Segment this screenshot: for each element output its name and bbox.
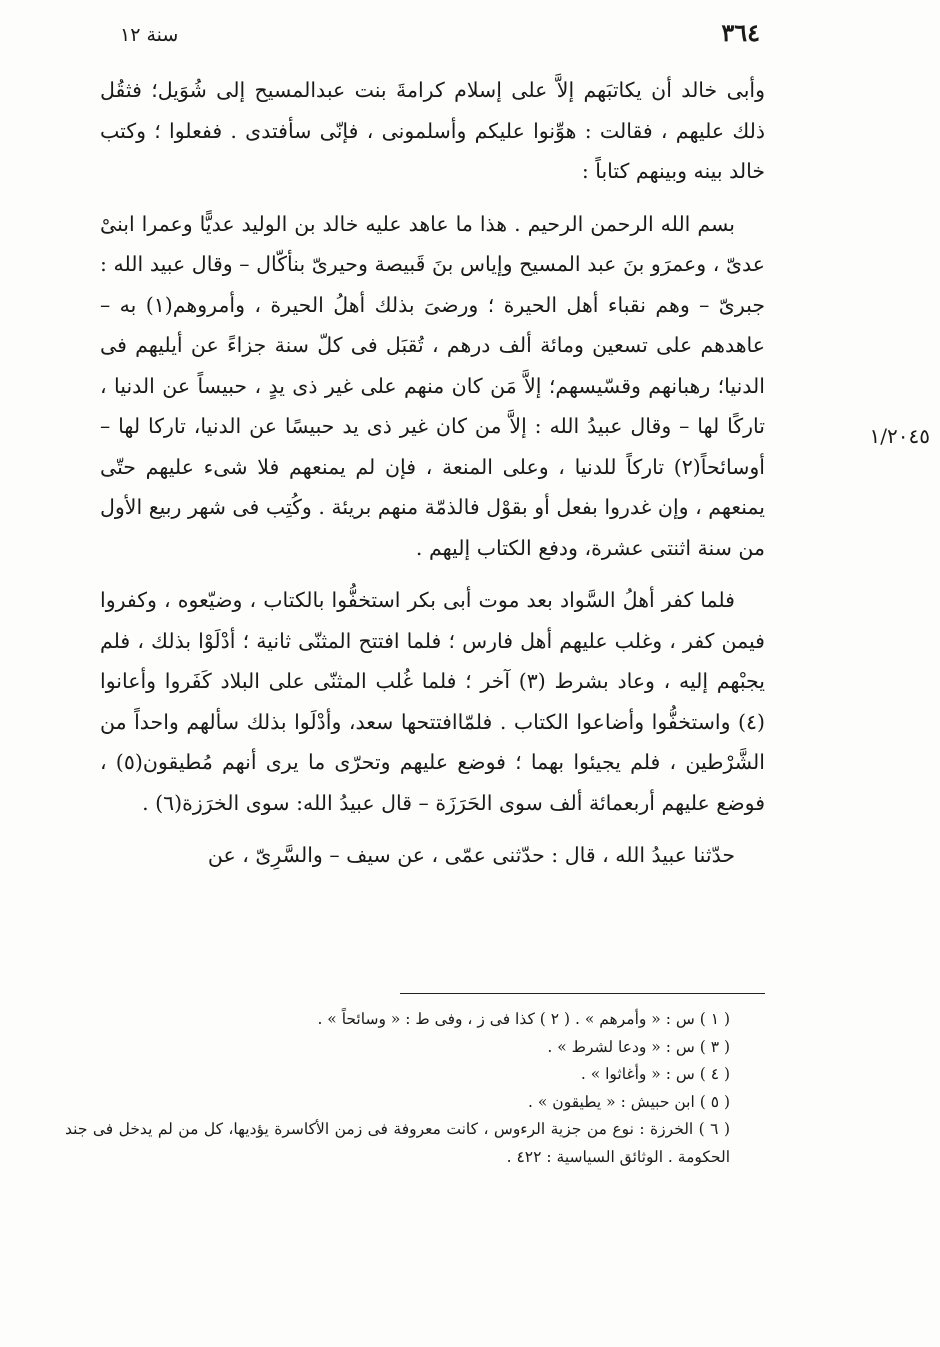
paragraph-3: فلما كفر أهلُ السَّواد بعد موت أبى بكر استخفُّوا بالكتاب ، وضيّعوه ، وكفروا فيمن كفر ، وغلب عليهم أهل فارس ؛ فلما افتتح المثنّى ثانية ؛ أدْلَوْا بذلك ، فلم يجبْهم إليه ، وعاد بشرط (٣) آخر ؛ فلما غُلب المثنّى على البلاد كَفَروا وأعانوا (٤) واستخفُّوا وأضاعوا الكتاب . فلمّاافتتحها سعد، وأدْلَوا بذلك سألهم واحداً من الشَّرْطين ، فلم يجيئوا بهما ؛ فوضع عليهم وتحرّى ما يرى أنهم مُطيقون(٥) ، فوضع عليهم أربعمائة ألف سوى الحَرَزَة – قال عبيدُ الله: سوى الخرَزة(٦) . — [100, 588, 765, 815]
footnote-5: ( ٥ ) ابن حبيش : « يطيقون » . — [528, 1092, 730, 1111]
paragraph-4: حدّثنا عبيدُ الله ، قال : حدّثنى عمّى ، عن سيف – والسَّرِىّ ، عن — [207, 843, 735, 867]
paragraph-1: وأبى خالد أن يكاتبَهم إلاَّ على إسلام كرامةَ بنت عبدالمسيح إلى شُوَيل؛ فثقُل ذلك عليهم ، فقالت : هوِّنوا عليكم وأسلمونى ، فإنّى سأفتدى . ففعلوا ؛ وكتب خالد بينه وبينهم كتاباً : — [100, 78, 765, 183]
main-text — [100, 70, 765, 888]
running-head-year: سنة ١٢ — [120, 24, 179, 46]
page-number: ٣٦٤ — [721, 18, 760, 47]
footnote-4: ( ٤ ) س : « وأغاثوا » . — [580, 1065, 730, 1083]
footnote-divider — [400, 993, 765, 994]
footnote-6: ( ٦ ) الخرزة : نوع من جزية الرءوس ، كانت معروفة فى زمن الأكاسرة يؤديها، كل من لم يدخل فى جند الحكومة . الوثائق السياسية : ٤٢٢ . — [65, 1120, 730, 1166]
footnote-1-2: ( ١ ) س : « وأمرهم » . ( ٢ ) كذا فى ز ، وفى ط : « وسائحاً » . — [317, 1010, 730, 1028]
margin-reference: ١/٢٠٤٥ — [869, 424, 930, 448]
paragraph-2: بسم الله الرحمن الرحيم . هذا ما عاهد عليه خالد بن الوليد عديًّا وعمرا ابنىْ عدىّ ، وعمرَو بنَ عبد المسيح وإياس بنَ قَبيصة وحيرىّ بنأكّال – وقال عبيد الله : جبرىّ – وهم نقباء أهل الحيرة ؛ ورضىَ بذلك أهلُ الحيرة ، وأمروهم(١) به – عاهدهم على تسعين ومائة ألف درهم ، تُقبَل فى كلّ سنة جزاءً عن أيليهم فى الدنيا؛ رهبانهم وقسّيسهم؛ إلاَّ مَن كان منهم على غير ذى يدٍ ، حبيساً عن الدنيا ، تاركًا لها – وقال عبيدُ الله : إلاَّ من كان غير ذى يد حبيسًا عن الدنيا، تاركا لها – أوسائحاً(٢) تاركاً للدنيا ، وعلى المنعة ، فإن لم يمنعهم فلا شىء عليهم حتّى يمنعهم ، وإن غدروا بفعل أو بقوْل فالذمّة منهم بريئة . وكُتِب فى شهر ربيع الأول من سنة اثنتى عشرة، ودفع الكتاب إليهم . — [100, 211, 765, 560]
page-header — [120, 18, 760, 58]
footnote-3: ( ٣ ) س : « ودعا لشرط » . — [547, 1037, 730, 1056]
footnotes — [65, 1006, 730, 1171]
